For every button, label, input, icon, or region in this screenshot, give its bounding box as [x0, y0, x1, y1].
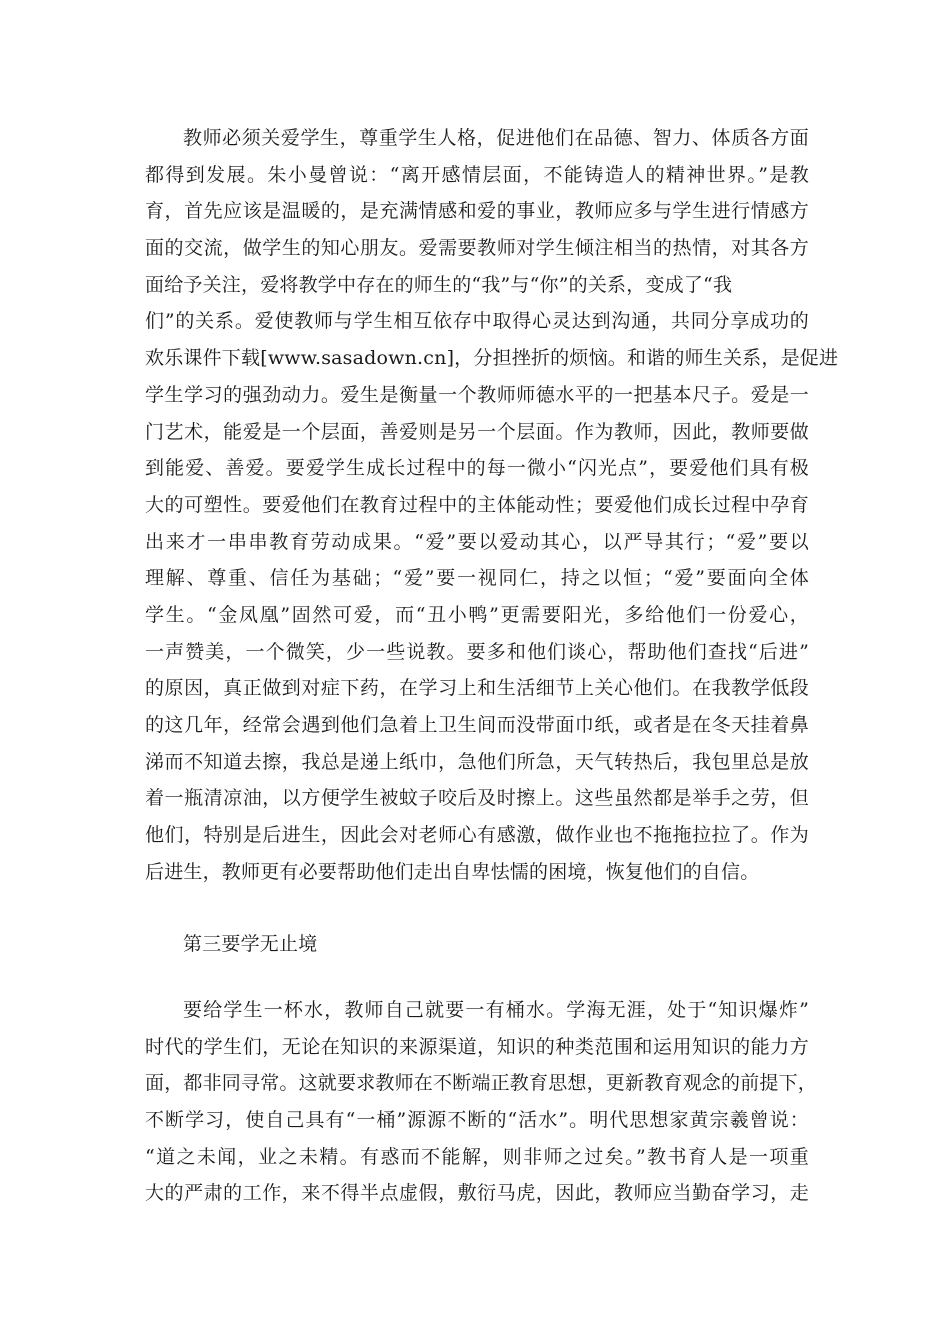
- text-line: 到能爱、善爱。要爱学生成长过程中的每一微小“闪光点”，要爱他们具有极: [145, 457, 809, 480]
- text-line: 学生学习的强劲动力。爱生是衡量一个教师师德水平的一把基本尺子。爱是一: [145, 383, 809, 406]
- text-line: 门艺术，能爱是一个层面，善爱则是另一个层面。作为教师，因此，教师要做: [145, 420, 809, 443]
- text-line: 面的交流，做学生的知心朋友。爱需要教师对学生倾注相当的热情，对其各方: [145, 237, 809, 260]
- text-line: 要给学生一杯水，教师自己就要一有桶水。学海无涯，处于“知识爆炸”: [183, 999, 809, 1021]
- text-line: 不断学习，使自己具有“一桶”源源不断的“活水”。明代思想家黄宗羲曾说：: [145, 1109, 809, 1132]
- paragraph-love-students: [145, 120, 839, 890]
- text-line: 一声赞美，一个微笑，少一些说教。要多和他们谈心，帮助他们查找“后进”: [145, 640, 809, 663]
- text-line: 时代的学生们，无论在知识的来源渠道，知识的种类范围和运用知识的能力方: [145, 1035, 809, 1058]
- text-line: “道之未闻，业之未精。有惑而不能解，则非师之过矣。”教书育人是一项重: [145, 1145, 809, 1168]
- text-line: 教师必须关爱学生，尊重学生人格，促进他们在品德、智力、体质各方面: [183, 127, 809, 149]
- text-line: 着一瓶清凉油，以方便学生被蚊子咬后及时擦上。这些虽然都是举手之劳，但: [145, 787, 809, 810]
- text-line: 大的可塑性。要爱他们在教育过程中的主体能动性；要爱他们成长过程中孕育: [145, 493, 809, 516]
- text-line: 面给予关注，爱将教学中存在的师生的“我”与“你”的关系，变成了“我: [145, 273, 733, 296]
- section-heading: [145, 926, 809, 963]
- text-line: 面，都非同寻常。这就要求教师在不断端正教育思想，更新教育观念的前提下，: [145, 1072, 818, 1095]
- text-line: 涕而不知道去擦，我总是递上纸巾，急他们所急，天气转热后，我包里总是放: [145, 750, 809, 773]
- text-line: 大的严肃的工作，来不得半点虚假，敷衍马虎，因此，教师应当勤奋学习，走: [145, 1182, 809, 1205]
- text-line: 们”的关系。爱使教师与学生相互依存中取得心灵达到沟通，共同分享成功的: [145, 310, 809, 333]
- text-line: 都得到发展。朱小曼曾说：“离开感情层面，不能铸造人的精神世界。”是教: [145, 163, 809, 186]
- text-line: 育，首先应该是温暖的，是充满情感和爱的事业，教师应多与学生进行情感方: [145, 200, 809, 223]
- text-line: 的原因，真正做到对症下药，在学习上和生活细节上关心他们。在我教学低段: [145, 677, 809, 700]
- text-line: 的这几年，经常会遇到他们急着上卫生间而没带面巾纸，或者是在冬天挂着鼻: [145, 714, 809, 736]
- text-line: 学生。“金凤凰”固然可爱，而“丑小鸭”更需要阳光，多给他们一份爱心，: [145, 603, 809, 626]
- paragraph-endless-learning: [145, 992, 818, 1212]
- text-line: 他们，特别是后进生，因此会对老师心有感激，做作业也不拖拖拉拉了。作为: [145, 824, 809, 847]
- text-line: 欢乐课件下载[www.sasadown.cn]，分担挫折的烦恼。和谐的师生关系，是促进: [145, 347, 839, 370]
- text-line: 理解、尊重、信任为基础；“爱”要一视同仁，持之以恒；“爱”要面向全体: [145, 567, 809, 590]
- heading-text: 第三要学无止境: [183, 933, 318, 955]
- text-line: 后进生，教师更有必要帮助他们走出自卑怯懦的困境，恢复他们的自信。: [145, 860, 760, 883]
- text-line: 出来才一串串教育劳动成果。“爱”要以爱动其心，以严导其行；“爱”要以: [145, 530, 809, 553]
